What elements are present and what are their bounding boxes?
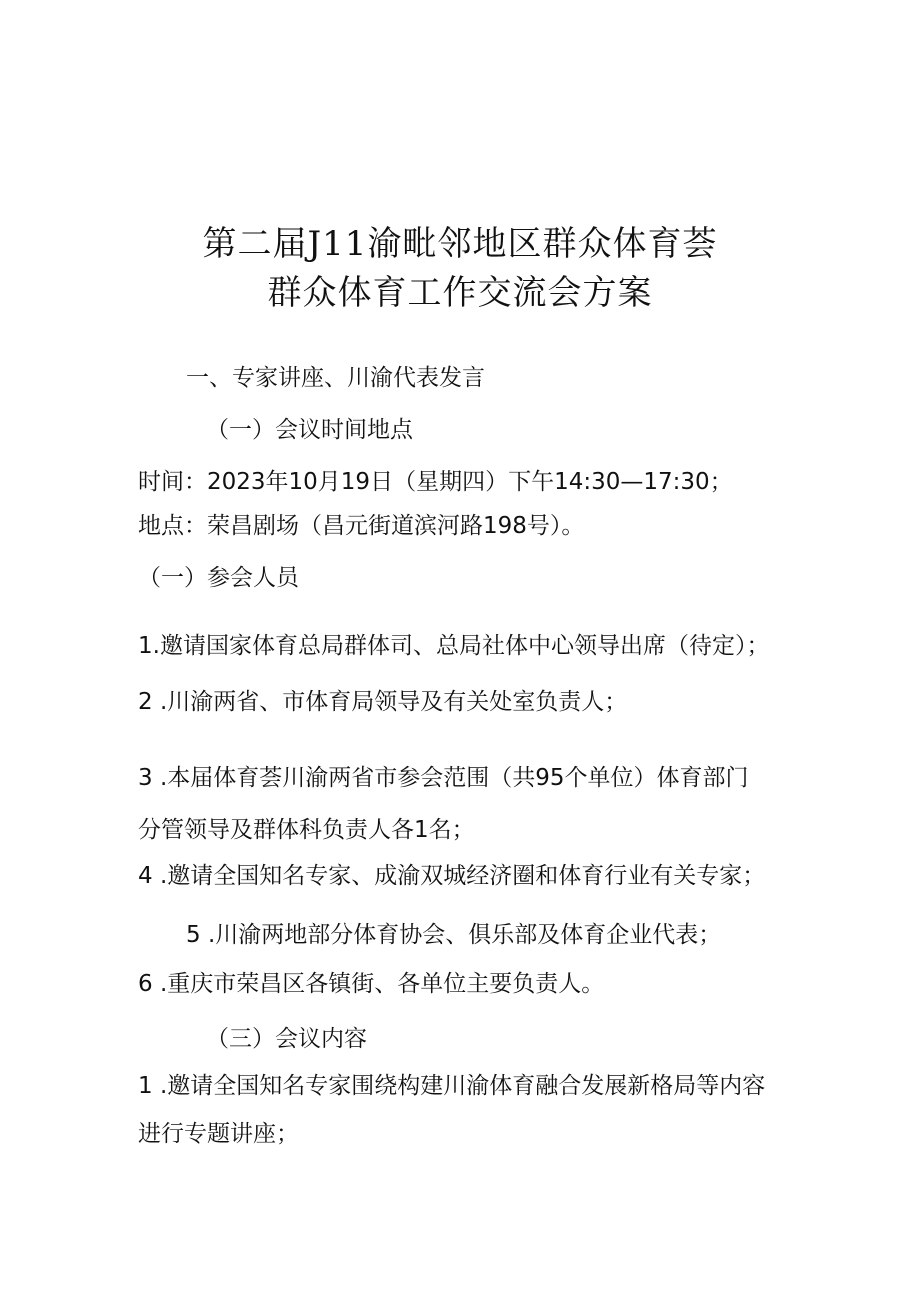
attendee-item: 1.邀请国家体育总局群体司、总局社体中心领导出席（待定）；	[138, 633, 770, 659]
subheading-time-place: （一）会议时间地点	[206, 417, 413, 443]
attendee-item: 3 .本届体育荟川渝两省市参会范围（共95个单位）体育部门	[138, 765, 749, 791]
section-heading-expert-lectures: 一、专家讲座、川渝代表发言	[186, 365, 485, 391]
meeting-time: 时间：2023年10月19日（星期四）下午14:30—17:30；	[138, 469, 733, 495]
content-item: 1 .邀请全国知名专家围绕构建川渝体育融合发展新格局等内容	[138, 1073, 766, 1099]
meeting-place: 地点：荣昌剧场（昌元街道滨河路198号）。	[138, 513, 585, 539]
attendee-item: 5 .川渝两地部分体育协会、俱乐部及体育企业代表；	[186, 922, 722, 948]
attendee-item: 2 .川渝两省、市体育局领导及有关处室负责人；	[138, 689, 628, 715]
attendee-item-continuation: 分管领导及群体科负责人各1名；	[138, 817, 475, 843]
attendee-item: 4 .邀请全国知名专家、成渝双城经济圈和体育行业有关专家；	[138, 863, 766, 889]
attendee-item: 6 .重庆市荣昌区各镇街、各单位主要负责人。	[138, 971, 605, 997]
subheading-meeting-content: （三）会议内容	[206, 1026, 367, 1052]
document-title-line-1: 第二届J11渝毗邻地区群众体育荟	[202, 224, 718, 264]
document-title-line-2: 群众体育工作交流会方案	[267, 273, 653, 313]
subheading-attendees: （一）参会人员	[138, 565, 299, 591]
content-item-continuation: 进行专题讲座；	[138, 1121, 299, 1147]
